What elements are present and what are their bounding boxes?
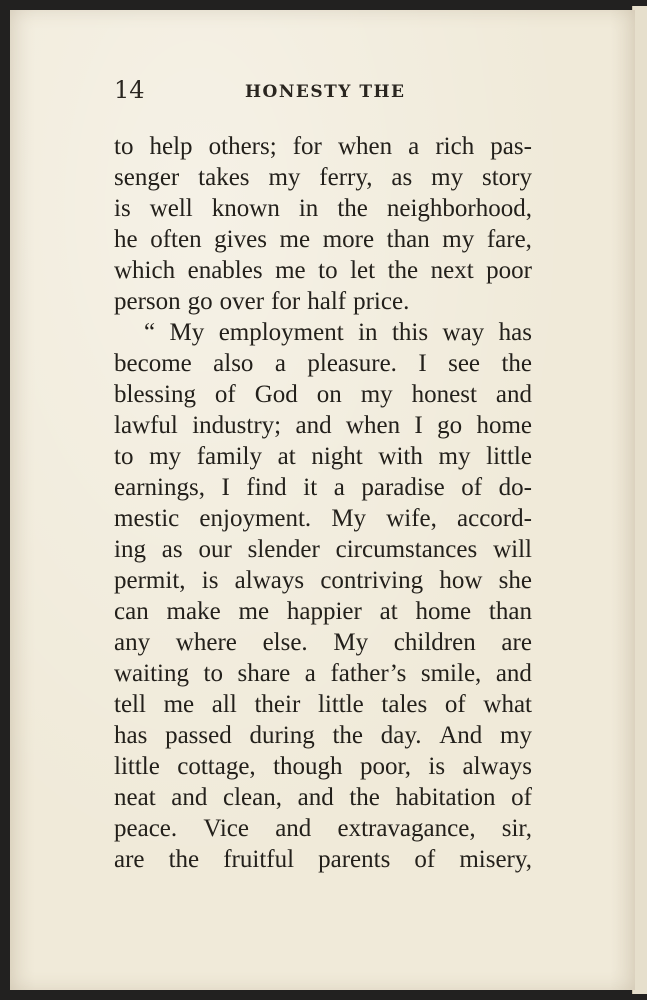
text-line — [114, 565, 532, 596]
word: home — [415, 598, 472, 625]
word: the — [168, 846, 200, 873]
word: story — [482, 164, 532, 191]
word: night — [311, 443, 363, 470]
word: of — [511, 784, 532, 811]
word: cottage, — [177, 753, 256, 780]
word: honest — [411, 381, 477, 408]
word: when — [345, 412, 401, 439]
word: known — [211, 195, 280, 222]
word: any — [114, 629, 151, 656]
word: will — [493, 536, 532, 563]
word: at — [277, 443, 296, 470]
word: me — [163, 691, 195, 718]
word: employment — [218, 319, 344, 346]
word: rich — [435, 133, 475, 160]
word: gives — [214, 226, 267, 253]
word: My — [331, 505, 367, 532]
word: ferry, — [319, 164, 373, 191]
word: father’s — [330, 660, 407, 687]
text-line — [114, 472, 532, 503]
text-line — [114, 503, 532, 534]
body-text — [114, 131, 532, 875]
word: when — [337, 133, 393, 160]
word: blessing — [114, 381, 196, 408]
word: sir, — [501, 815, 532, 842]
word: enjoyment. — [199, 505, 312, 532]
word: paradise — [361, 474, 445, 501]
word: poor, — [359, 753, 412, 780]
word: my — [431, 164, 464, 191]
page-number: 14 — [114, 76, 145, 104]
word: neighborhood, — [386, 195, 532, 222]
word: ing — [114, 536, 146, 563]
word: parents — [318, 846, 391, 873]
word: the — [332, 722, 364, 749]
word: which — [114, 257, 176, 284]
word: all — [211, 691, 237, 718]
running-title: HONESTY THE — [245, 82, 406, 102]
word: can — [114, 598, 149, 625]
word: always — [234, 567, 305, 594]
word: how — [439, 567, 483, 594]
word: wife, — [386, 505, 437, 532]
word: misery, — [459, 846, 532, 873]
text-line — [114, 224, 532, 255]
word: the — [501, 350, 532, 377]
word: “ — [144, 319, 156, 346]
word: for — [271, 288, 301, 315]
word: as — [391, 164, 413, 191]
word: My — [169, 319, 205, 346]
word: at — [379, 598, 398, 625]
word: accord- — [457, 505, 532, 532]
word: day. — [380, 722, 422, 749]
word: enables — [187, 257, 263, 284]
word: God — [254, 381, 298, 408]
word: and — [171, 784, 208, 811]
word: do- — [498, 474, 532, 501]
word: clean, — [223, 784, 282, 811]
word: is — [201, 567, 219, 594]
word: has — [498, 319, 532, 346]
word: tell — [114, 691, 146, 718]
text-line — [114, 162, 532, 193]
word: often — [150, 226, 202, 253]
word: are — [114, 846, 145, 873]
word: pas- — [490, 133, 532, 160]
word: more — [322, 226, 375, 253]
word: passed — [165, 722, 232, 749]
word: the — [387, 257, 419, 284]
word: well — [149, 195, 193, 222]
word: make — [166, 598, 221, 625]
word: way — [442, 319, 485, 346]
word: as — [161, 536, 183, 563]
word: to — [114, 133, 134, 160]
word: fruitful — [223, 846, 295, 873]
text-line — [114, 131, 532, 162]
word: smile, — [420, 660, 482, 687]
word: he — [114, 226, 138, 253]
word: slender — [247, 536, 320, 563]
text-line — [114, 534, 532, 565]
word: on — [316, 381, 342, 408]
word: fare, — [486, 226, 532, 253]
word: half — [307, 288, 347, 315]
word: senger — [114, 164, 180, 191]
word: circumstances — [335, 536, 478, 563]
word: takes — [198, 164, 250, 191]
word: to — [203, 660, 223, 687]
word: earnings, — [114, 474, 205, 501]
word: my — [438, 443, 471, 470]
word: she — [498, 567, 532, 594]
text-line — [114, 844, 532, 875]
word: poor — [486, 257, 532, 284]
word: I — [414, 412, 423, 439]
text-line — [114, 751, 532, 782]
word: I — [418, 350, 427, 377]
word: waiting — [114, 660, 189, 687]
word: become — [114, 350, 192, 377]
word: permit, — [114, 567, 186, 594]
word: my — [360, 381, 393, 408]
word: me — [238, 598, 270, 625]
word: in — [298, 195, 319, 222]
text-line — [114, 348, 532, 379]
word: me — [279, 226, 311, 253]
word: peace. — [114, 815, 178, 842]
word: home — [476, 412, 532, 439]
word: happier — [286, 598, 362, 625]
text-line — [114, 813, 532, 844]
word: to — [318, 257, 338, 284]
word: industry; — [192, 412, 282, 439]
word: for — [292, 133, 322, 160]
word: our — [198, 536, 232, 563]
word: and — [275, 815, 312, 842]
word: what — [483, 691, 532, 718]
word: has — [114, 722, 148, 749]
word: My — [333, 629, 369, 656]
word: see — [448, 350, 481, 377]
word: And — [439, 722, 483, 749]
text-line — [114, 255, 532, 286]
word: always — [462, 753, 532, 780]
word: during — [249, 722, 315, 749]
word: next — [430, 257, 474, 284]
word: mestic — [114, 505, 180, 532]
word: neat — [114, 784, 156, 811]
word: this — [391, 319, 429, 346]
word: my — [149, 443, 182, 470]
word: in — [358, 319, 378, 346]
word: over — [219, 288, 265, 315]
word: of — [461, 474, 483, 501]
text-line — [114, 720, 532, 751]
word: my — [268, 164, 301, 191]
word: little — [317, 691, 364, 718]
text-line — [114, 193, 532, 224]
word: are — [501, 629, 532, 656]
word: children — [393, 629, 476, 656]
word: family — [196, 443, 262, 470]
word: go — [437, 412, 463, 439]
word: and — [297, 784, 334, 811]
text-line — [114, 627, 532, 658]
word: a — [408, 133, 420, 160]
text-line — [114, 441, 532, 472]
word: help — [149, 133, 193, 160]
word: of — [414, 846, 436, 873]
word: contriving — [320, 567, 424, 594]
word: and — [295, 412, 332, 439]
word: with — [378, 443, 423, 470]
word: the — [337, 195, 368, 222]
word: than — [488, 598, 532, 625]
word: to — [114, 443, 134, 470]
word: also — [213, 350, 254, 377]
word: pleasure. — [307, 350, 397, 377]
word: it — [303, 474, 318, 501]
word: person — [114, 288, 181, 315]
text-line — [114, 410, 532, 441]
word: others; — [208, 133, 277, 160]
word: and — [495, 381, 532, 408]
word: else. — [262, 629, 308, 656]
word: Vice — [203, 815, 250, 842]
word: though — [273, 753, 343, 780]
word: little — [486, 443, 532, 470]
word: and — [495, 660, 532, 687]
word: my — [500, 722, 532, 749]
word: my — [442, 226, 475, 253]
page-header — [104, 76, 532, 112]
word: a — [304, 660, 316, 687]
word: the — [349, 784, 380, 811]
word: share — [237, 660, 291, 687]
word: go — [187, 288, 213, 315]
word: extravagance, — [337, 815, 476, 842]
text-line — [114, 286, 532, 317]
word: of — [444, 691, 466, 718]
word: let — [350, 257, 376, 284]
word: habitation — [395, 784, 496, 811]
word: their — [254, 691, 301, 718]
text-line — [114, 317, 532, 348]
word: is — [428, 753, 446, 780]
word: me — [275, 257, 306, 284]
text-line — [114, 658, 532, 689]
text-line — [114, 689, 532, 720]
word: lawful — [114, 412, 178, 439]
word: where — [175, 629, 237, 656]
word: price. — [353, 288, 410, 315]
word: find — [246, 474, 287, 501]
text-line — [114, 379, 532, 410]
word: than — [386, 226, 430, 253]
word: of — [214, 381, 236, 408]
word: is — [114, 195, 131, 222]
text-line — [114, 596, 532, 627]
text-line — [114, 782, 532, 813]
word: tales — [381, 691, 428, 718]
word: a — [333, 474, 345, 501]
word: little — [114, 753, 160, 780]
word: I — [221, 474, 230, 501]
word: a — [274, 350, 286, 377]
